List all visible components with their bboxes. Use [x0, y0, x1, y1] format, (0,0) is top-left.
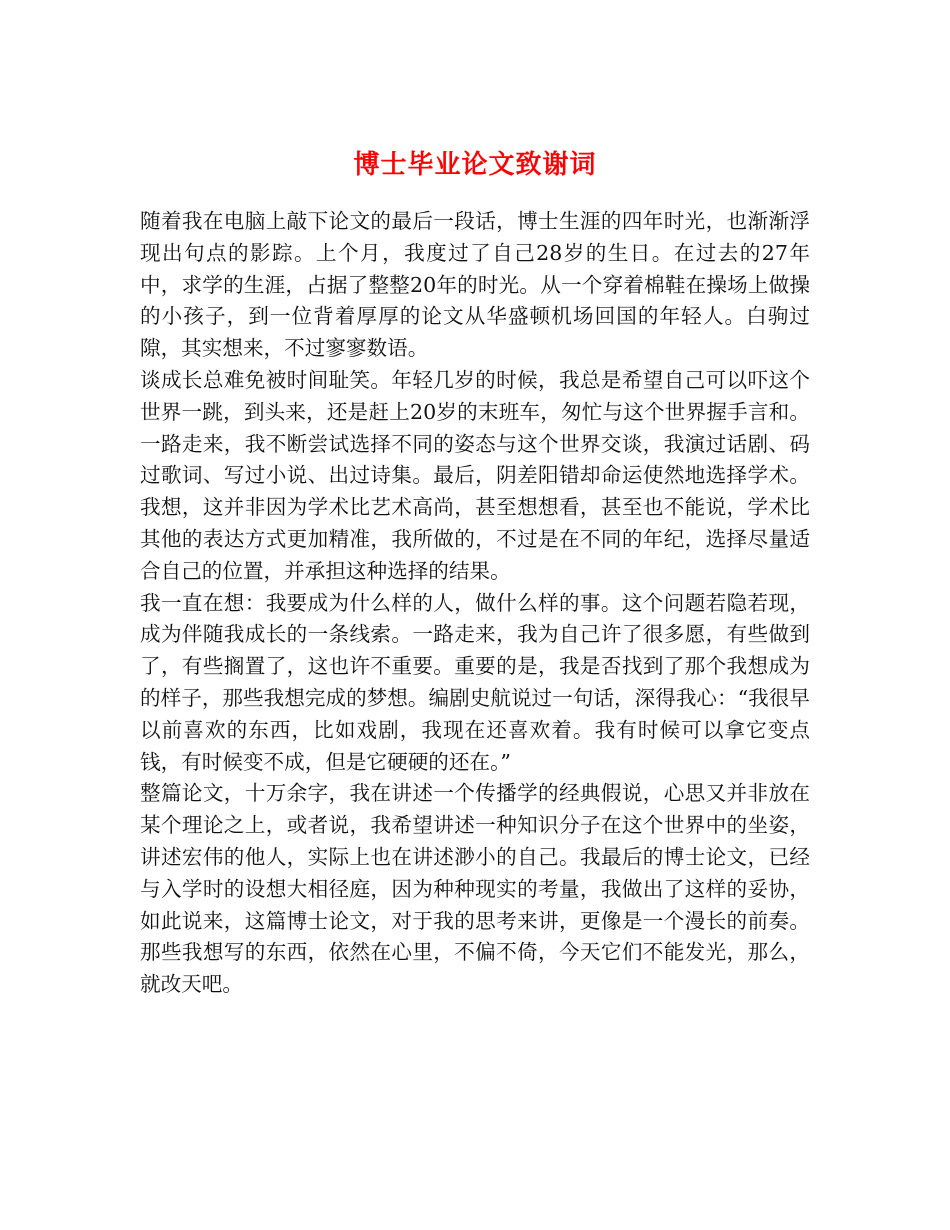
document-body — [140, 206, 810, 1001]
paragraph-4: 整篇论文，十万余字，我在讲述一个传播学的经典假说，心思又并非放在某个理论之上，或者说，我希望讲述一种知识分子在这个世界中的坐姿，讲述宏伟的他人，实际上也在讲述渺小的自己。我最后的博士论文，已经与入学时的设想大相径庭，因为种种现实的考量，我做出了这样的妥协，如此说来，这篇博士论文，对于我的思考来讲，更像是一个漫长的前奏。那些我想写的东西，依然在心里，不偏不倚，今天它们不能发光，那么，就改天吧。 — [140, 781, 810, 997]
paragraph-3: 我一直在想：我要成为什么样的人，做什么样的事。这个问题若隐若现，成为伴随我成长的一条线索。一路走来，我为自己许了很多愿，有些做到了，有些搁置了，这也许不重要。重要的是，我是否找到了那个我想成为的样子，那些我想完成的梦想。编剧史航说过一句话，深得我心：“我很早以前喜欢的东西，比如戏剧，我现在还喜欢着。我有时候可以拿它变点钱，有时候变不成，但是它硬硬的还在。” — [140, 590, 810, 774]
document-title: 博士毕业论文致谢词 — [353, 150, 597, 181]
paragraph-1: 随着我在电脑上敲下论文的最后一段话，博士生涯的四年时光，也渐渐浮现出句点的影踪。上个月，我度过了自己28岁的生日。在过去的27年中，求学的生涯，占据了整整20年的时光。从一个穿着棉鞋在操场上做操的小孩子，到一位背着厚厚的论文从华盛顿机场回国的年轻人。白驹过隙，其实想来，不过寥寥数语。 — [140, 209, 810, 361]
paragraph-2: 谈成长总难免被时间耻笑。年轻几岁的时候，我总是希望自己可以吓这个世界一跳，到头来，还是赶上20岁的末班车，匆忙与这个世界握手言和。一路走来，我不断尝试选择不同的姿态与这个世界交谈，我演过话剧、码过歌词、写过小说、出过诗集。最后，阴差阳错却命运使然地选择学术。我想，这并非因为学术比艺术高尚，甚至想想看，甚至也不能说，学术比其他的表达方式更加精准，我所做的，不过是在不同的年纪，选择尽量适合自己的位置，并承担这种选择的结果。 — [140, 367, 810, 583]
